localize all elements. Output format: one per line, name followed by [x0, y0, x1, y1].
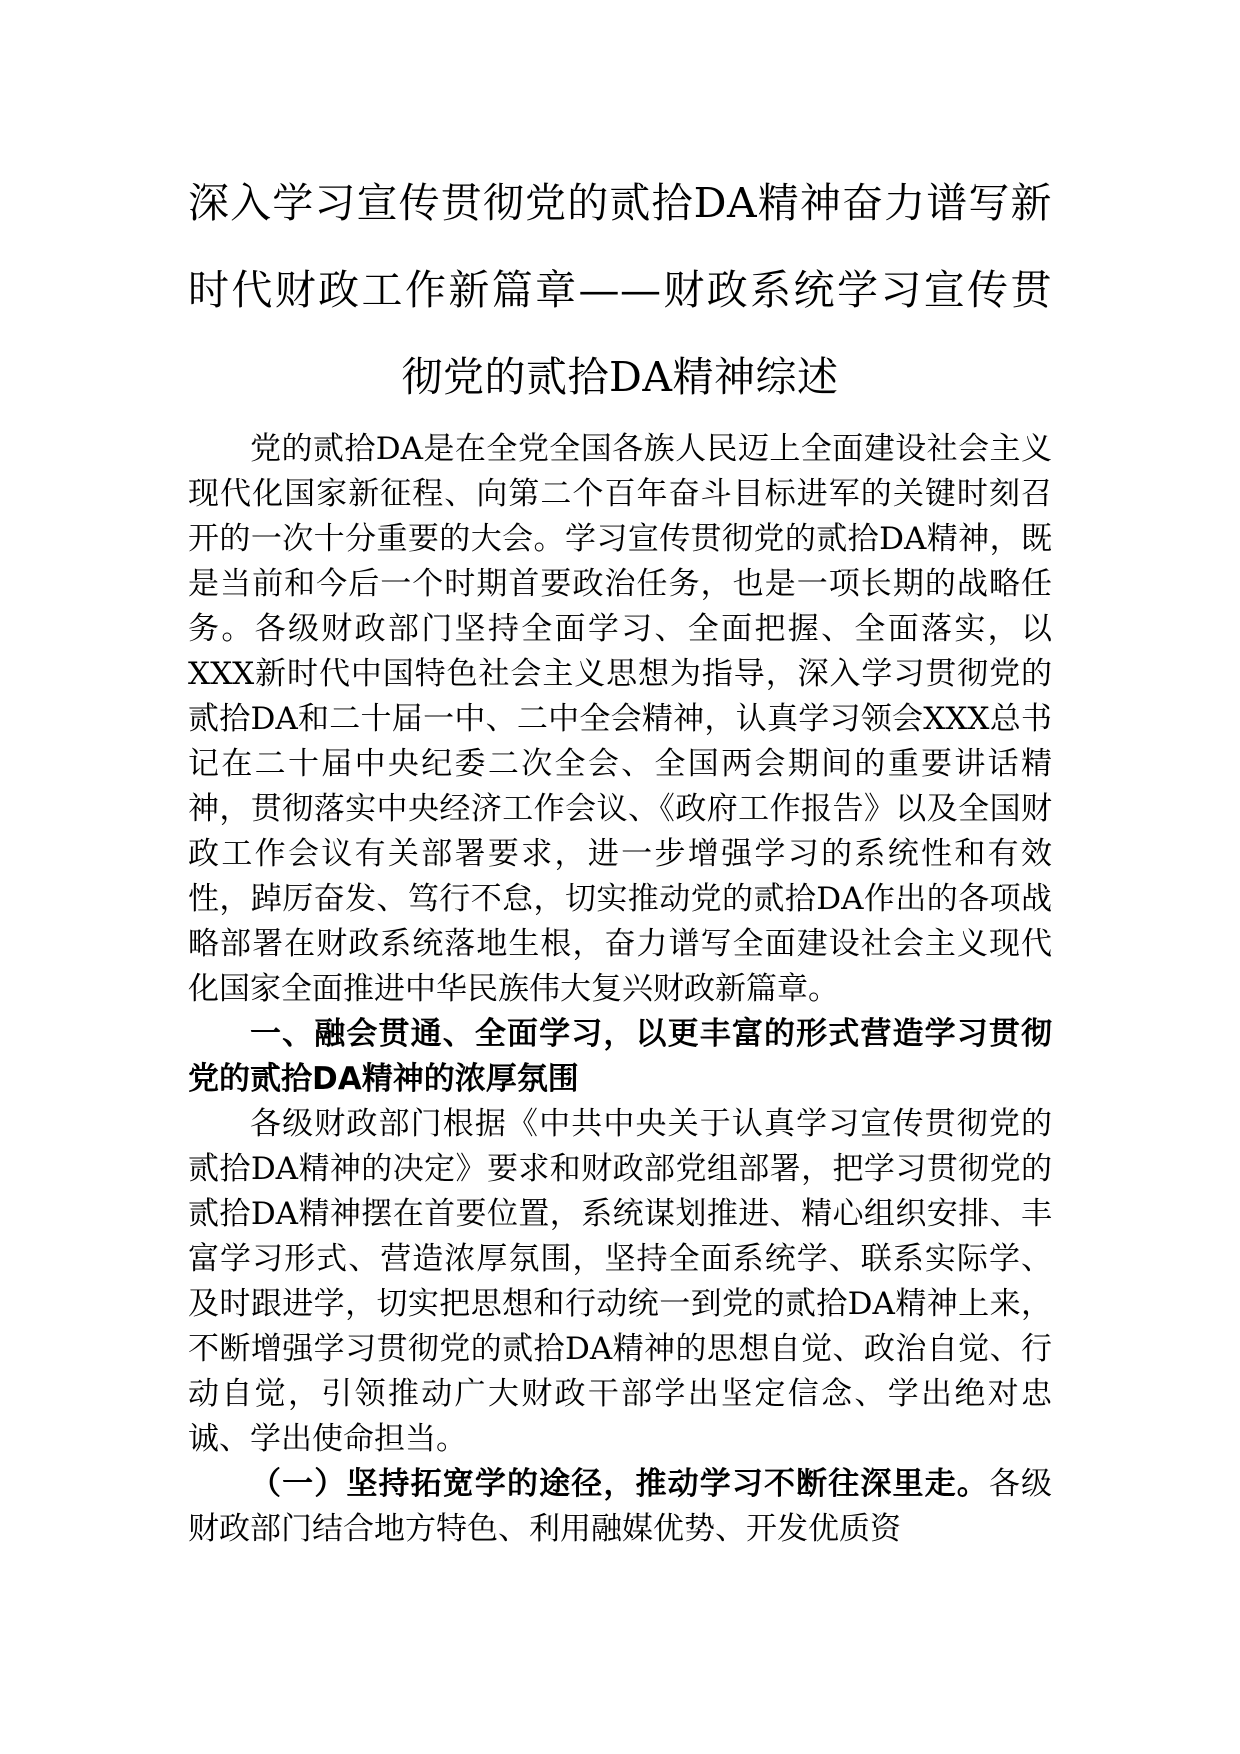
document-title: 深入学习宣传贯彻党的贰拾DA精神奋力谱写新时代财政工作新篇章——财政系统学习宣传贯彻党的贰拾DA精神综述	[188, 179, 1052, 401]
subsection-text: 各级财政部门结合地方特色、利用融媒优势、开发优质资	[188, 1466, 1052, 1547]
subsection-lead: （一）坚持拓宽学的途径，推动学习不断往深里走。	[250, 1466, 989, 1502]
document-page	[188, 160, 1052, 1552]
section-paragraph: 各级财政部门根据《中共中央关于认真学习宣传贯彻党的贰拾DA精神的决定》要求和财政部党组部署，把学习贯彻党的贰拾DA精神摆在首要位置，系统谋划推进、精心组织安排、丰富学习形式、营造浓厚氛围，坚持全面系统学、联系实际学、及时跟进学，切实把思想和行动统一到党的贰拾DA精神上来，不断增强学习贯彻党的贰拾DA精神的思想自觉、政治自觉、行动自觉，引领推动广大财政干部学出坚定信念、学出绝对忠诚、学出使命担当。	[188, 1106, 1052, 1457]
subsection-paragraph	[188, 1462, 1052, 1552]
intro-paragraph: 党的贰拾DA是在全党全国各族人民迈上全面建设社会主义现代化国家新征程、向第二个百年奋斗目标进军的关键时刻召开的一次十分重要的大会。学习宣传贯彻党的贰拾DA精神，既是当前和今后一个时期首要政治任务，也是一项长期的战略任务。各级财政部门坚持全面学习、全面把握、全面落实，以XXX新时代中国特色社会主义思想为指导，深入学习贯彻党的贰拾DA和二十届一中、二中全会精神，认真学习领会XXX总书记在二十届中央纪委二次全会、全国两会期间的重要讲话精神，贯彻落实中央经济工作会议、《政府工作报告》以及全国财政工作会议有关部署要求，进一步增强学习的系统性和有效性，踔厉奋发、笃行不怠，切实推动党的贰拾DA作出的各项战略部署在财政系统落地生根，奋力谱写全面建设社会主义现代化国家全面推进中华民族伟大复兴财政新篇章。	[188, 431, 1052, 1007]
section-heading: 一、融会贯通、全面学习，以更丰富的形式营造学习贯彻党的贰拾DA精神的浓厚氛围	[188, 1016, 1052, 1097]
